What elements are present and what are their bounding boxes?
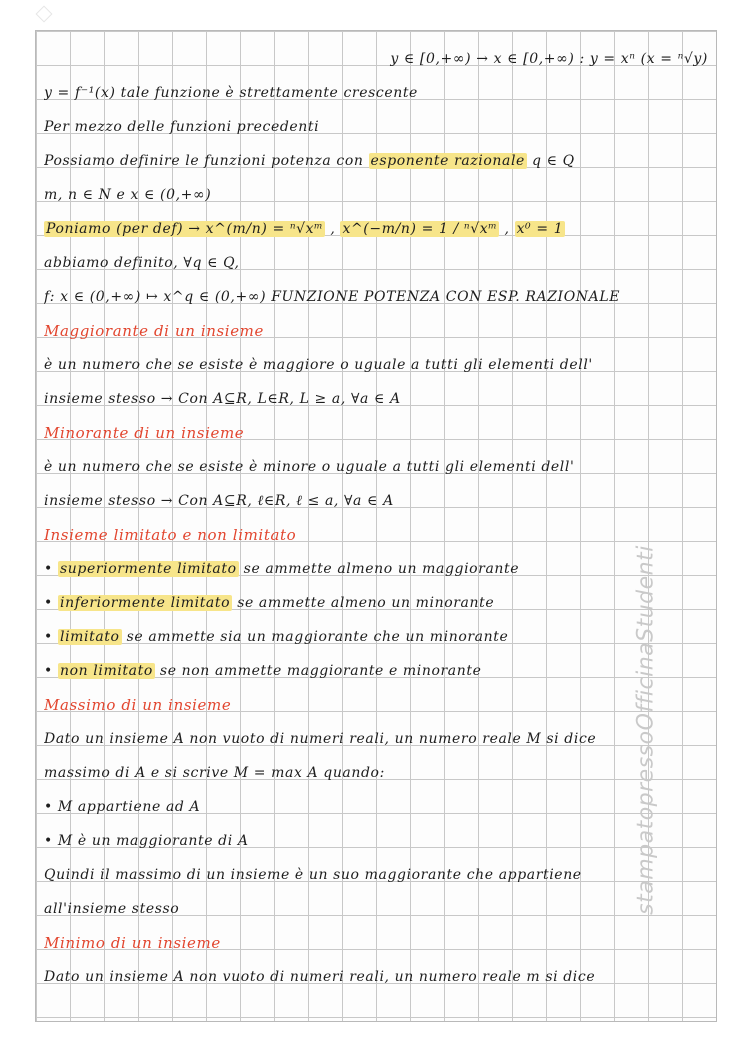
- bullet-superiormente: [44, 558, 708, 580]
- heading-minimo: Minimo di un insieme: [44, 934, 221, 952]
- highlighted-formula: Poniamo (per def) → x^(m/n) = ⁿ√xᵐ: [46, 221, 324, 237]
- heading-insieme-limitato: Insieme limitato e non limitato: [44, 526, 297, 544]
- note-line-massimo-appartiene: • M appartiene ad A: [44, 799, 201, 815]
- note-line-maggiorante-def: è un numero che se esiste è maggiore o uguale a tutti gli elementi dell': [44, 357, 593, 373]
- highlighted-text: esponente razionale: [370, 153, 525, 169]
- note-line-range: y ∈ [0,+∞) → x ∈ [0,+∞) : y = xⁿ (x = ⁿ√y): [390, 51, 708, 67]
- highlighted-formula: x^(−m/n) = 1 / ⁿ√xᵐ: [342, 221, 498, 237]
- note-line-maggiorante-cond: insieme stesso → Con A⊆R, L∈R, L ≥ a, ∀a ∈ A: [44, 391, 401, 407]
- highlighted-formula: x⁰ = 1: [516, 221, 564, 237]
- text-fragment: Possiamo definire le funzioni potenza con: [44, 153, 369, 169]
- heading-minorante: Minorante di un insieme: [44, 424, 245, 442]
- note-line-minorante-cond: insieme stesso → Con A⊆R, ℓ∈R, ℓ ≤ a, ∀a ∈ A: [44, 493, 394, 509]
- highlighted-term: limitato: [60, 629, 120, 645]
- text-fragment: se non ammette maggiorante e minorante: [154, 663, 482, 679]
- heading-massimo: Massimo di un insieme: [44, 696, 232, 714]
- bullet-dot-icon: •: [44, 595, 53, 611]
- bullet-inferiormente: [44, 592, 708, 614]
- text-fragment: q ∈ Q: [526, 153, 575, 169]
- note-line-poniamo: [44, 218, 708, 240]
- heading-maggiorante: Maggiorante di un insieme: [44, 322, 264, 340]
- note-line-insieme-stesso: all'insieme stesso: [44, 901, 180, 917]
- text-fragment: se ammette almeno un minorante: [232, 595, 495, 611]
- text-fragment: ,: [325, 221, 341, 237]
- text-fragment: se ammette sia un maggiorante che un minorante: [121, 629, 509, 645]
- note-line-abbiamo: abbiamo definito, ∀q ∈ Q,: [44, 255, 240, 271]
- highlighted-term: superiormente limitato: [60, 561, 237, 577]
- note-line-quindi: Quindi il massimo di un insieme è un suo maggiorante che appartiene: [44, 867, 582, 883]
- note-line-massimo-maggiorante: • M è un maggiorante di A: [44, 833, 249, 849]
- bullet-limitato: [44, 626, 708, 648]
- corner-mark: [36, 6, 53, 23]
- bullet-dot-icon: •: [44, 629, 53, 645]
- note-line-domain: m, n ∈ N e x ∈ (0,+∞): [44, 187, 212, 203]
- note-line-minimo-dato: Dato un insieme A non vuoto di numeri reali, un numero reale m si dice: [44, 969, 596, 985]
- bullet-non-limitato: [44, 660, 708, 682]
- text-fragment: ,: [499, 221, 515, 237]
- grid-notebook-page: [35, 30, 717, 1022]
- bullet-dot-icon: •: [44, 561, 53, 577]
- note-line-inverse: y = f⁻¹(x) tale funzione è strettamente crescente: [44, 85, 418, 101]
- highlighted-term: inferiormente limitato: [60, 595, 231, 611]
- text-fragment: se ammette almeno un maggiorante: [238, 561, 520, 577]
- note-line-minorante-def: è un numero che se esiste è minore o uguale a tutti gli elementi dell': [44, 459, 575, 475]
- note-line-possiamo: [44, 150, 708, 172]
- note-line-funzione-potenza: f: x ∈ (0,+∞) ↦ x^q ∈ (0,+∞) FUNZIONE POTENZA CON ESP. RAZIONALE: [44, 289, 621, 305]
- note-line-per-mezzo: Per mezzo delle funzioni precedenti: [44, 119, 320, 135]
- note-line-massimo-dato: Dato un insieme A non vuoto di numeri reali, un numero reale M si dice: [44, 731, 597, 747]
- note-line-massimo-def: massimo di A e si scrive M = max A quando:: [44, 765, 385, 781]
- watermark-text: stampatopressoOfficinaStudenti: [633, 545, 659, 915]
- bullet-dot-icon: •: [44, 663, 53, 679]
- highlighted-term: non limitato: [60, 663, 153, 679]
